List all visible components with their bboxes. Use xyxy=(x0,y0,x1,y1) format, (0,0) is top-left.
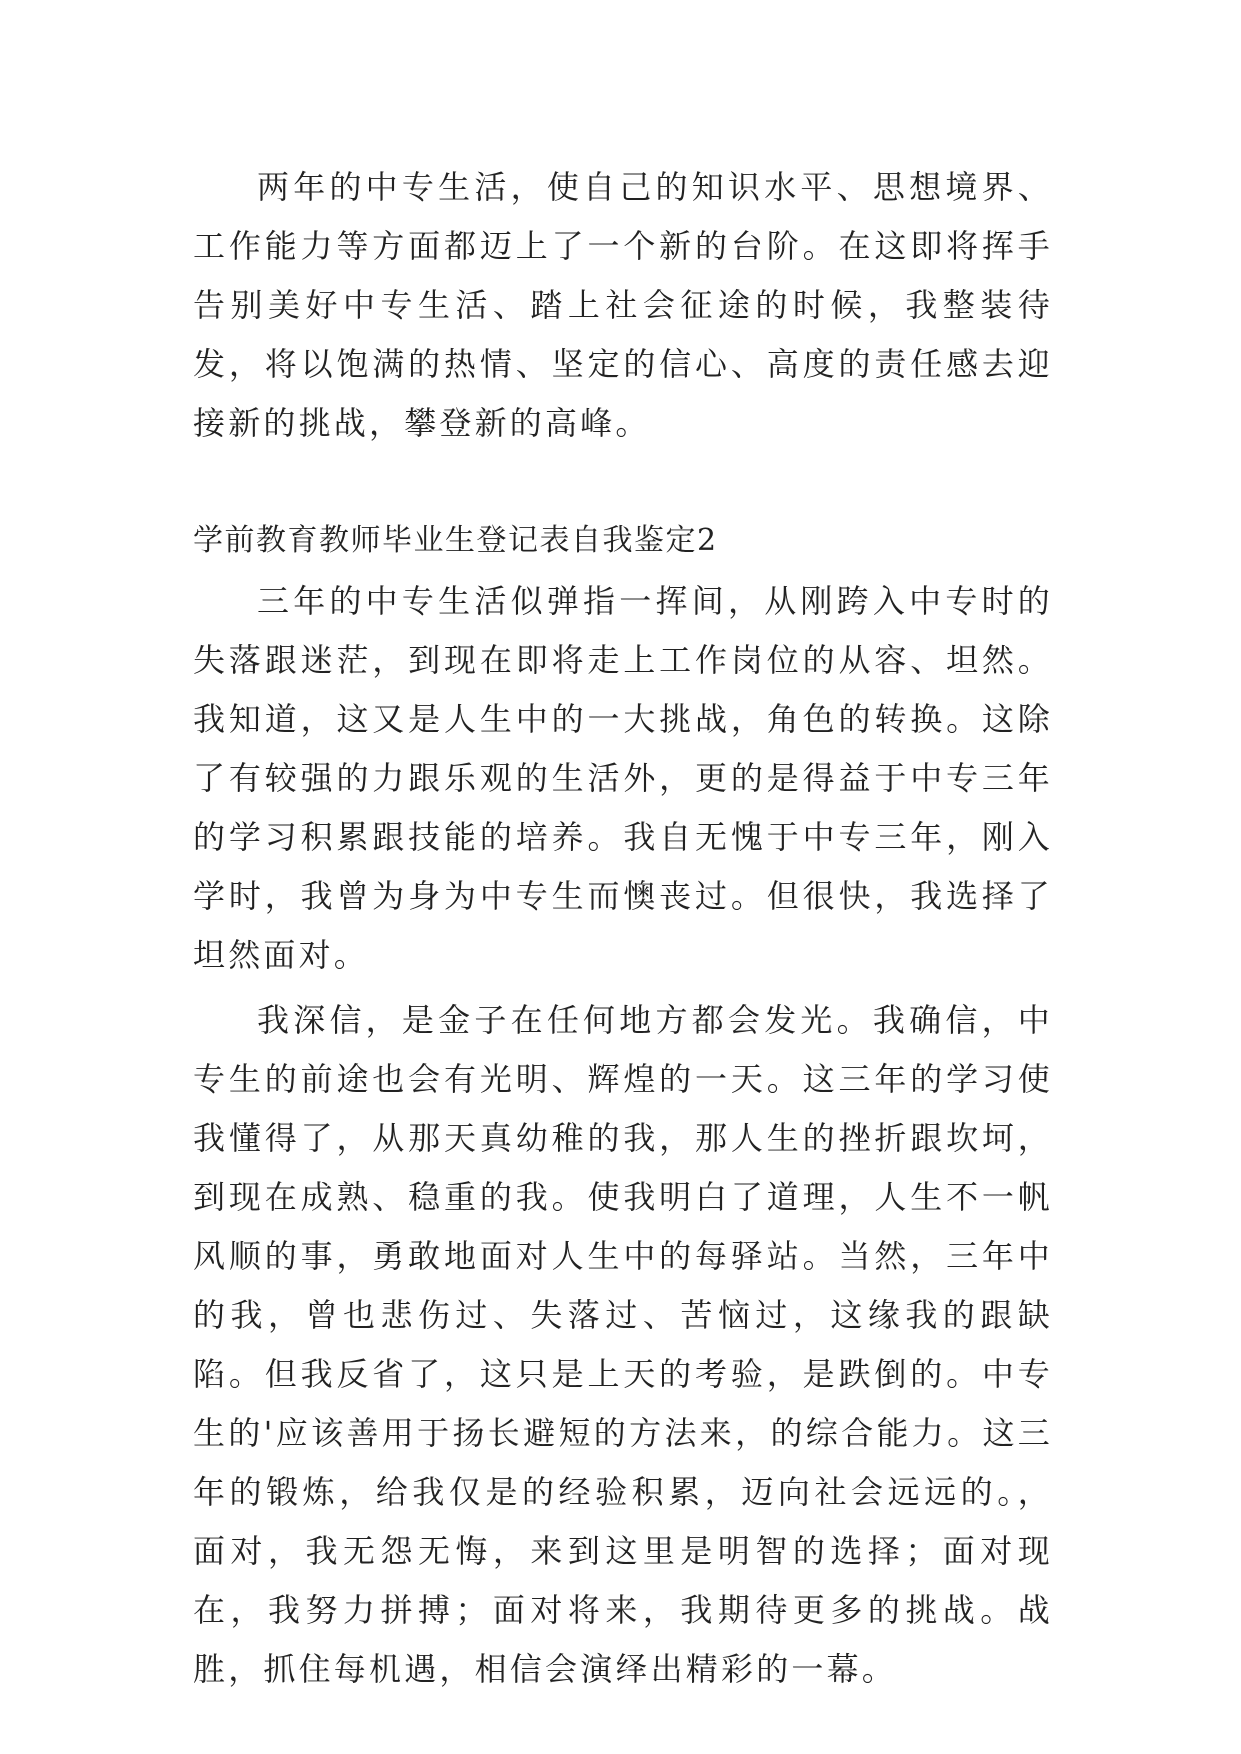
body-paragraph-2: 我深信，是金子在任何地方都会发光。我确信，中专生的前途也会有光明、辉煌的一天。这三年的学习使我懂得了，从那天真幼稚的我，那人生的挫折跟坎坷，到现在成熟、稳重的我。使我明白了道理，人生不一帆风顺的事，勇敢地面对人生中的每驿站。当然，三年中的我，曾也悲伤过、失落过、苦恼过，这缘我的跟缺陷。但我反省了，这只是上天的考验，是跌倒的。中专生的'应该善用于扬长避短的方法来，的综合能力。这三年的锻炼，给我仅是的经验积累，迈向社会远远的。，面对，我无怨无悔，来到这里是明智的选择；面对现在，我努力拼搏；面对将来，我期待更多的挑战。战胜，抓住每机遇，相信会演绎出精彩的一幕。 xyxy=(193,1001,1053,1688)
document-body xyxy=(193,158,1053,1699)
body-paragraph-1: 三年的中专生活似弹指一挥间，从刚跨入中专时的失落跟迷茫，到现在即将走上工作岗位的从容、坦然。我知道，这又是人生中的一大挑战，角色的转换。这除了有较强的力跟乐观的生活外，更的是得益于中专三年的学习积累跟技能的培养。我自无愧于中专三年，刚入学时，我曾为身为中专生而懊丧过。但很快，我选择了坦然面对。 xyxy=(193,582,1053,974)
section-heading: 学前教育教师毕业生登记表自我鉴定2 xyxy=(193,523,718,558)
section-spacer xyxy=(193,453,1053,511)
intro-paragraph: 两年的中专生活，使自己的知识水平、思想境界、工作能力等方面都迈上了一个新的台阶。在这即将挥手告别美好中专生活、踏上社会征途的时候，我整装待发，将以饱满的热情、坚定的信心、高度的责任感去迎接新的挑战，攀登新的高峰。 xyxy=(193,168,1053,442)
